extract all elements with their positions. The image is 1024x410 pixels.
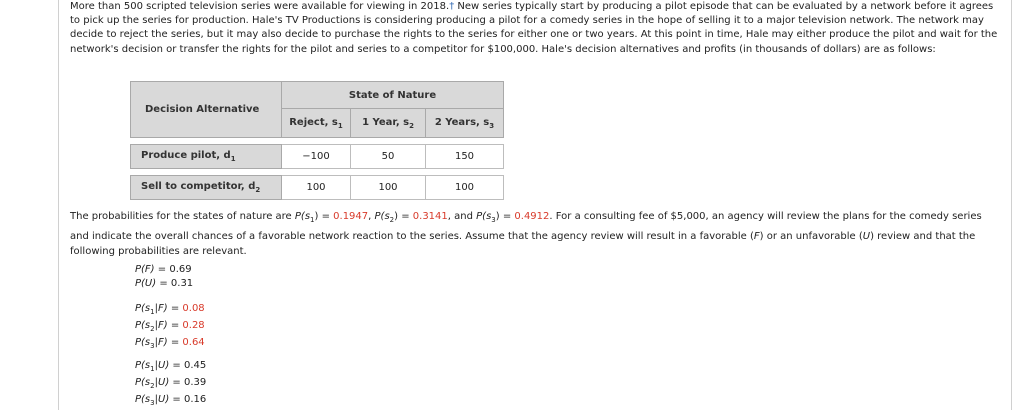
list-item: $P(s_3|F) = 0.64$	[135, 337, 205, 350]
list-item: P(F) = 0.69	[135, 264, 192, 275]
payoff-table	[130, 81, 504, 200]
decision-alternative-header: Decision Alternative	[131, 82, 282, 138]
table-cell: 150	[426, 145, 504, 169]
col-header-1-year: 1 Year, $s_2$	[351, 109, 426, 138]
list-item: $P(s_2|U) = 0.39$	[135, 377, 207, 390]
table-cell: 50	[351, 145, 426, 169]
list-item: $P(s_2|F) = 0.28$	[135, 320, 205, 333]
prob-s3-value: 0.4912	[514, 211, 550, 222]
intro-text-2: New series typically start by producing a pilot episode that can be evaluated by a network before it agrees to pick up the series for production. Hale's TV Productions is considering producing a pilot for a comedy series in the hope of selling it to a major television network. The network may decide to reject the series, but it may also decide to purchase the rights to the series for either one or two years. At this point in time, Hale may either produce the pilot and wait for the network's decision or transfer the rights for the pilot and series to a competitor for $100,000. Hale's decision alternatives and profits (in thousands of dollars) are as follows:	[70, 1, 998, 55]
conditional-probabilities-favorable	[135, 302, 205, 353]
intro-text-1: More than 500 scripted television series were available for viewing in 2018.	[70, 1, 450, 12]
list-item: P(U) = 0.31	[135, 278, 194, 289]
prob-s2-value: 0.3141	[412, 211, 448, 222]
row-label-sell-to-competitor: Sell to competitor, $d_2$	[131, 176, 282, 200]
probabilities-paragraph: The probabilities for the states of nature are $P(s_1) = 0.1947$, $P(s_2) = 0.3141$, and $P(s_3) = 0.4912$. For a consulting fee of $5,000, an agency will review the plans for the comedy series and indicate the overall chances of a favorable network reaction to the series. Assume that the agency review will result in a favorable (F) or an unfavorable (U) review and that the following probabilities are relevant.	[70, 211, 982, 257]
table-cell: −100	[282, 145, 351, 169]
list-item: $P(s_1|U) = 0.45$	[135, 360, 207, 373]
table-cell: 100	[351, 176, 426, 200]
footnote-dagger-link[interactable]: †	[449, 1, 455, 12]
row-label-produce-pilot: Produce pilot, $d_1$	[131, 145, 282, 169]
table-cell: 100	[282, 176, 351, 200]
conditional-probabilities-unfavorable	[135, 359, 206, 410]
col-header-reject: Reject, $s_1$	[282, 109, 351, 138]
col-header-2-years: 2 Years, $s_3$	[426, 109, 504, 138]
list-item: $P(s_3|U) = 0.16$	[135, 394, 207, 407]
table-row	[131, 145, 504, 169]
table-cell: 100	[426, 176, 504, 200]
state-of-nature-header: State of Nature	[282, 82, 504, 109]
table-row	[131, 176, 504, 200]
prob-s1-value: 0.1947	[333, 211, 369, 222]
intro-paragraph	[70, 0, 1000, 57]
marginal-probabilities	[135, 263, 193, 291]
list-item: $P(s_1|F) = 0.08$	[135, 303, 205, 316]
